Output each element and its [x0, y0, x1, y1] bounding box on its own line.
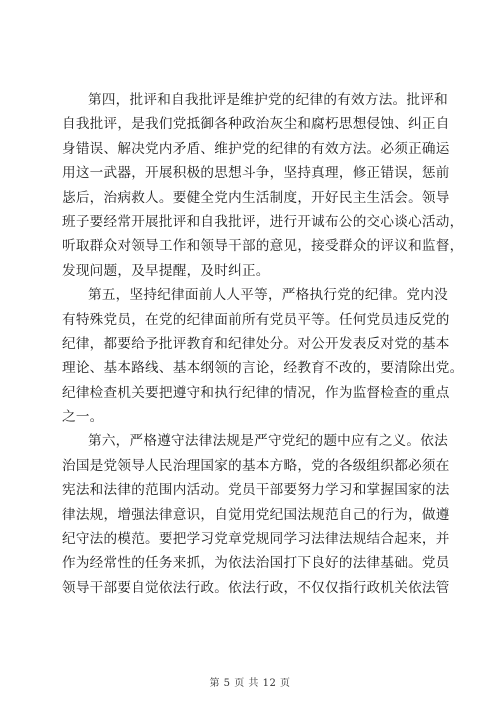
text-line: 第五，坚持纪律面前人人平等，严格执行党的纪律。党内没	[88, 287, 448, 304]
text-line: 班子要经常开展批评和自我批评，进行开诚布公的交心谈心活动，	[62, 213, 464, 230]
text-line: 纪律，都要给予批评教育和纪律处分。对公开发表反对党的基本	[62, 335, 450, 352]
text-line: 身错误、解决党内矛盾、维护党的纪律的有效方法。必须正确运	[62, 140, 450, 157]
text-line: 作为经常性的任务来抓，为依法治国打下良好的法律基础。党员	[62, 555, 450, 572]
text-line: 纪律检查机关要把遵守和执行纪律的情况，作为监督检查的重点	[62, 384, 450, 401]
document-body	[62, 88, 464, 600]
text-line: 发现问题，及早提醒，及时纠正。	[62, 262, 270, 279]
text-line: 自我批评，是我们党抵御各种政治灰尘和腐朽思想侵蚀、纠正自	[62, 116, 450, 133]
text-line: 宪法和法律的范围内活动。党员干部要努力学习和掌握国家的法	[62, 482, 450, 499]
text-line: 理论、基本路线、基本纲领的言论，经教育不改的，要清除出党。	[62, 360, 464, 377]
paragraph-4	[62, 88, 464, 283]
text-line: 听取群众对领导工作和领导干部的意见，接受群众的评议和监督，	[62, 238, 464, 255]
text-line: 毖后，治病救人。要健全党内生活制度，开好民主生活会。领导	[62, 189, 450, 206]
paragraph-6	[62, 429, 450, 600]
paragraph-5	[62, 283, 464, 429]
text-line: 第四，批评和自我批评是维护党的纪律的有效方法。批评和	[88, 92, 448, 108]
text-line: 之一。	[62, 409, 104, 426]
text-line: 纪守法的模范。要把学习党章党规同学习法律法规结合起来，并	[62, 531, 450, 548]
text-line: 用这一武器，开展积极的思想斗争，坚持真理，修正错误，惩前	[62, 165, 450, 182]
text-line: 领导干部要自觉依法行政。依法行政，不仅仅指行政机关依法管	[62, 579, 450, 596]
text-line: 律法规，增强法律意识，自觉用党纪国法规范自己的行为，做遵	[62, 506, 450, 523]
text-line: 治国是党领导人民治理国家的基本方略，党的各级组织都必须在	[62, 457, 450, 474]
page-number-footer: 第 5 页 共 12 页	[209, 678, 291, 689]
text-line: 第六，严格遵守法律法规是严守党纪的题中应有之义。依法	[88, 433, 448, 450]
text-line: 有特殊党员，在党的纪律面前所有党员平等。任何党员违反党的	[62, 311, 450, 328]
